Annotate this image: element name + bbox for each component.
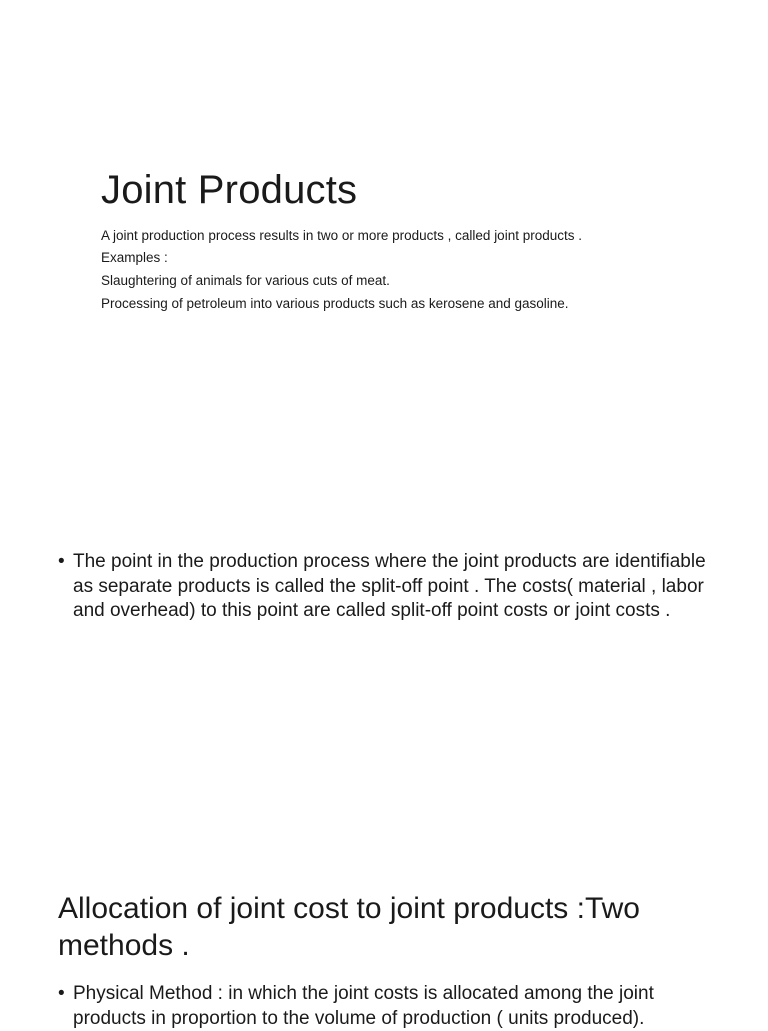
slide-joint-products	[0, 0, 768, 420]
list-item	[58, 550, 718, 624]
slide-body	[101, 228, 661, 319]
examples-label: Examples :	[101, 250, 168, 265]
slide-allocation-methods	[0, 860, 768, 1029]
bullet-text: Physical Method : in which the joint costs is allocated among the joint products in proportion to the volume of production ( units produced).	[73, 983, 654, 1029]
bullet-icon: •	[58, 983, 65, 1004]
definition-paragraph: A joint production process results in two or more products , called joint products .	[101, 228, 582, 243]
example-item-petroleum: Processing of petroleum into various products such as kerosene and gasoline.	[101, 296, 569, 311]
bullet-text: The point in the production process where the joint products are identifiable as separate products is called the split-off point . The costs( material , labor and overhead) to this point are called split-off point costs or joint costs .	[73, 551, 706, 621]
slide-split-off-point	[0, 420, 768, 860]
slide-title: Allocation of joint cost to joint products :Two methods .	[58, 892, 640, 962]
slide-title: Joint Products	[101, 168, 358, 212]
bullet-list	[58, 550, 718, 624]
bullet-icon: •	[58, 551, 65, 572]
example-item-meat: Slaughtering of animals for various cuts of meat.	[101, 273, 390, 288]
